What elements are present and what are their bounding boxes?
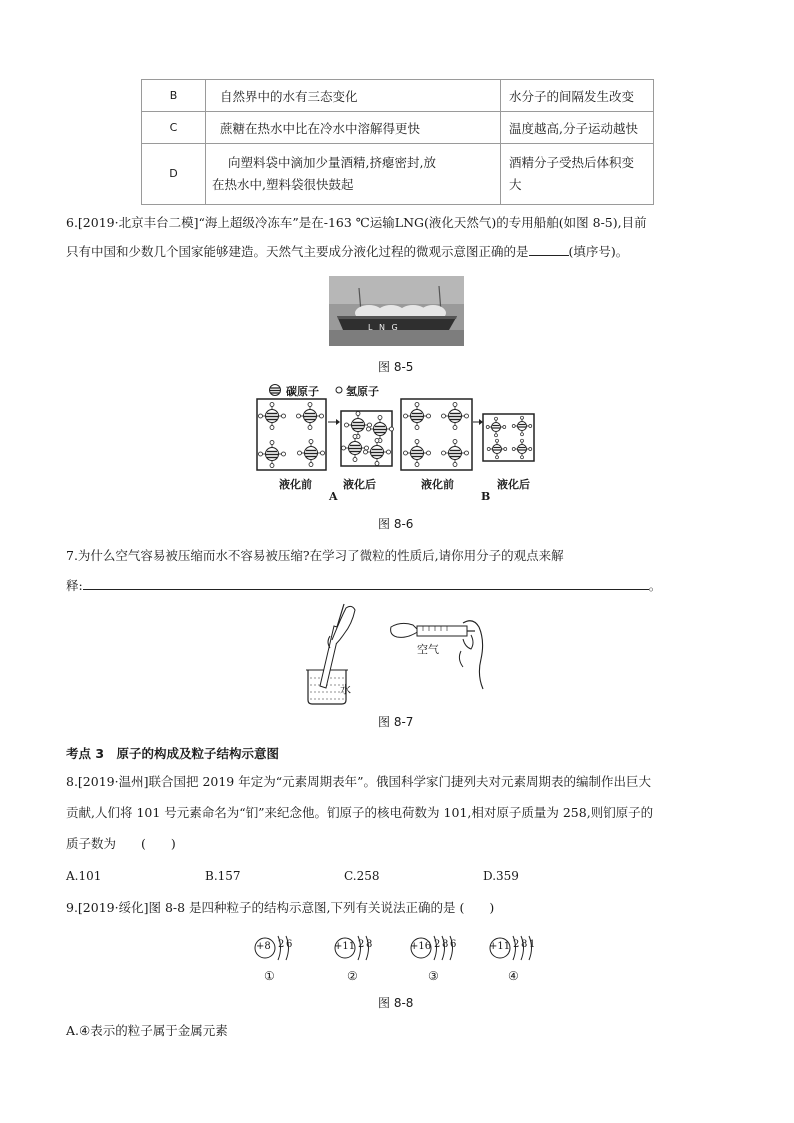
particle-diagram [253,931,303,965]
nucleus-charge: +16 [410,941,432,952]
ship-hull-text: L N G [368,323,400,332]
nucleus-charge: +8 [256,941,271,952]
q8-line1: 8.[2019·温州]联合国把 2019 年定为“元素周期表年”。俄国科学家门捷列夫对元素周期表的编制作出巨大 [66,774,652,789]
air-label: 空气 [417,643,439,656]
label-after-b: 液化后 [497,478,530,491]
row-fact-line: 向塑料袋中滴加少量酒精,挤瘪密封,放 [228,155,436,170]
carbon-legend-label: 碳原子 [286,385,319,398]
shell-count: 8 [442,939,449,950]
particle-label: ④ [508,969,519,983]
q9-option-a[interactable]: A.④表示的粒子属于金属元素 [66,1023,228,1038]
fig8-caption: 图 8-8 [378,996,414,1010]
q7-line1: 7.为什么空气容易被压缩而水不容易被压缩?在学习了微粒的性质后,请你用分子的观点来解 [66,548,564,563]
table-row [142,80,654,112]
shell-count: 2 [434,939,441,950]
hydrogen-atom-legend-icon [335,386,343,394]
q7-line2-suffix: 。 [648,578,662,593]
fig6-caption: 图 8-6 [378,517,414,531]
q9-line1: 9.[2019·绥化]图 8-8 是四种粒子的结构示意图,下列有关说法正确的是 ( ) [66,900,495,915]
table-row [142,144,654,205]
q8-option-b[interactable]: B.157 [205,869,241,883]
shell-count: 2 [513,939,520,950]
nucleus-charge: +11 [489,941,511,952]
q8-option-d[interactable]: D.359 [483,869,519,883]
lng-ship-photo [329,276,464,346]
row-fact: 蔗糖在热水中比在冷水中溶解得更快 [206,112,501,144]
q8-line2: 贡献,人们将 101 号元素命名为“钔”来纪念他。钔原子的核电荷数为 101,相对原子质量为 258,则钔原子的 [66,805,654,820]
row-explanation: 酒精分子受热后体积变大 [501,144,654,205]
particle-diagram [333,931,383,965]
label-before-a: 液化前 [279,478,312,491]
shell-count: 6 [450,939,457,950]
row-fact [206,144,501,205]
q6-line1: 6.[2019·北京丰台二模]“海上超级冷冻车”是在-163 ℃运输LNG(液化天然气)的专用船舶(如图 8-5),目前 [66,215,647,230]
row-key: C [142,112,206,144]
answer-blank[interactable] [83,589,649,590]
shell-count: 2 [278,939,285,950]
row-key: D [142,144,206,205]
liquefaction-diagram [256,398,546,472]
q7-line2-text: 释: [66,578,83,593]
shell-count: 8 [521,939,528,950]
shell-count: 6 [286,939,293,950]
q6-line2-text: 只有中国和少数几个国家能够建造。天然气主要成分液化过程的微观示意图正确的是 [66,244,529,259]
q7-line2 [66,573,730,598]
label-before-b: 液化前 [421,478,454,491]
fig7-caption: 图 8-7 [378,715,414,729]
water-label: 水 [340,683,351,696]
shell-count: 8 [366,939,373,950]
hydrogen-legend-label: 氢原子 [346,385,379,398]
q8-line3: 质子数为 ( ) [66,836,176,851]
option-label-b: B [481,490,491,503]
shell-count: 1 [529,939,536,950]
options-table [141,79,654,205]
q8-option-a[interactable]: A.101 [66,869,102,883]
particle-label: ① [264,969,275,983]
section-title: 考点 3 原子的构成及粒子结构示意图 [66,746,280,761]
q8-option-c[interactable]: C.258 [344,869,380,883]
row-fact: 自然界中的水有三态变化 [206,80,501,112]
row-key: B [142,80,206,112]
syringe-water-illustration [300,600,362,705]
row-explanation: 水分子的间隔发生改变 [501,80,654,112]
table-row [142,112,654,144]
carbon-atom-legend-icon [268,383,282,397]
nucleus-charge: +11 [334,941,356,952]
particle-diagram [488,931,548,965]
q6-line2-suffix: (填序号)。 [568,244,629,259]
answer-blank[interactable] [529,255,569,256]
particle-label: ③ [428,969,439,983]
particle-label: ② [347,969,358,983]
row-fact-line: 在热水中,塑料袋很快鼓起 [212,177,354,192]
row-explanation: 温度越高,分子运动越快 [501,112,654,144]
shell-count: 2 [358,939,365,950]
fig5-caption: 图 8-5 [378,360,414,374]
label-after-a: 液化后 [343,478,376,491]
option-label-a: A [329,490,338,503]
particle-diagram [409,931,469,965]
q6-line2 [66,239,730,264]
